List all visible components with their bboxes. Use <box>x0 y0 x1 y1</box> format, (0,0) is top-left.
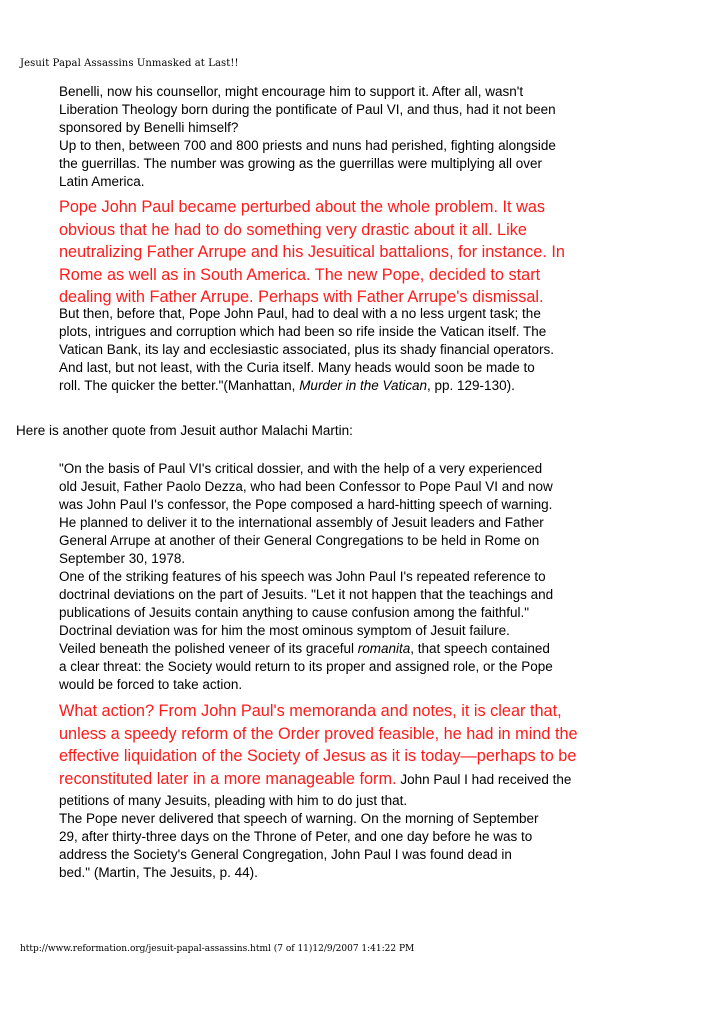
text-line: Up to then, between 700 and 800 priests and nuns had perished, fighting alongside <box>59 138 556 153</box>
text-line: "On the basis of Paul VI's critical dossier, and with the help of a very experienced <box>59 461 543 476</box>
highlight-line: dealing with Father Arrupe. Perhaps with Father Arrupe's dismissal. <box>59 288 544 306</box>
page-header-title: Jesuit Papal Assassins Unmasked at Last!! <box>20 58 239 69</box>
text-line <box>59 377 554 395</box>
veiled-text: Veiled beneath the polished veneer of its graceful <box>59 641 358 656</box>
text-line: 29, after thirty-three days on the Throne of Peter, and one day before he was to <box>59 829 533 844</box>
veiled-text-end: , that speech contained <box>410 641 550 656</box>
text-line: Benelli, now his counsellor, might encourage him to support it. After all, wasn't <box>59 84 524 99</box>
text-line: address the Society's General Congregation, John Paul I was found dead in <box>59 847 512 862</box>
text-line: But then, before that, Pope John Paul, had to deal with a no less urgent task; the <box>59 306 541 321</box>
petitions-start: John Paul I had received the <box>396 771 572 787</box>
text-line: He planned to deliver it to the international assembly of Jesuit leaders and Father <box>59 515 544 530</box>
text-line: publications of Jesuits contain anything to cause confusion among the faithful." <box>59 605 530 620</box>
romanita-italic: romanita <box>357 641 411 656</box>
paragraph-death <box>59 792 539 882</box>
citation-text: roll. The quicker the better."(Manhattan, <box>59 378 300 393</box>
paragraph-vatican-bank <box>59 305 554 395</box>
text-line: Liberation Theology born during the pontificate of Paul VI, and thus, had it not been <box>59 102 556 117</box>
text-line: One of the striking features of his speech was John Paul I's repeated reference to <box>59 569 546 584</box>
highlight-end: reconstituted later in a more manageable form. <box>59 769 397 788</box>
text-line: plots, intrigues and corruption which had been so rife inside the Vatican itself. The <box>59 324 547 339</box>
highlight-line: unless a speedy reform of the Order proved feasible, he had in mind the <box>59 724 578 743</box>
highlight-line: neutralizing Father Arrupe and his Jesuitical battalions, for instance. In <box>59 243 565 261</box>
text-line: Doctrinal deviation was for him the most ominous symptom of Jesuit failure. <box>59 623 510 638</box>
book-title-murder-in-the-vatican: Murder in the Vatican <box>299 378 428 393</box>
highlighted-paragraph-what-action <box>59 700 578 791</box>
page-footer-url: http://www.reformation.org/jesuit-papal-assassins.html (7 of 11)12/9/2007 1:41:22 PM <box>20 944 415 954</box>
text-line: a clear threat: the Society would return to its proper and assigned role, or the Pope <box>59 659 553 674</box>
text-line: General Arrupe at another of their General Congregations to be held in Rome on <box>59 533 540 548</box>
highlight-line: effective liquidation of the Society of Jesus as it is today—perhaps to be <box>59 747 577 765</box>
intro-malachi-martin <box>16 422 353 440</box>
text-line: September 30, 1978. <box>59 551 186 566</box>
citation-pages: , pp. 129-130). <box>427 378 515 393</box>
text-line: old Jesuit, Father Paolo Dezza, who had been Confessor to Pope Paul VI and now <box>59 479 553 494</box>
highlight-line: obvious that he had to do something very drastic about it all. Like <box>59 220 527 239</box>
quote-martin <box>59 460 553 694</box>
text-line: The Pope never delivered that speech of warning. On the morning of September <box>59 811 539 826</box>
text-line: sponsored by Benelli himself? <box>59 120 239 135</box>
text-line: would be forced to take action. <box>59 677 243 692</box>
highlight-line <box>59 768 578 792</box>
text-line: bed." (Martin, The Jesuits, p. 44). <box>59 865 258 880</box>
intro-text: Here is another quote from Jesuit author Malachi Martin: <box>16 423 353 438</box>
text-line <box>59 640 553 658</box>
text-line: was John Paul I's confessor, the Pope composed a hard-hitting speech of warning. <box>59 497 553 512</box>
highlight-line: Rome as well as in South America. The new Pope, decided to start <box>59 265 541 284</box>
text-line: Latin America. <box>59 174 145 189</box>
highlight-line: What action? From John Paul's memoranda and notes, it is clear that, <box>59 702 562 720</box>
text-line: the guerrillas. The number was growing as the guerrillas were multiplying all over <box>59 156 542 171</box>
highlighted-paragraph-perturbed <box>59 196 565 309</box>
text-line: And last, but not least, with the Curia itself. Many heads would soon be made to <box>59 360 535 375</box>
highlight-line: Pope John Paul became perturbed about the whole problem. It was <box>59 198 546 216</box>
text-line: doctrinal deviations on the part of Jesuits. "Let it not happen that the teachings and <box>59 587 554 602</box>
text-line: petitions of many Jesuits, pleading with him to do just that. <box>59 793 408 808</box>
text-line: Vatican Bank, its lay and ecclesiastic associated, plus its shady financial operators. <box>59 342 555 357</box>
paragraph-benelli <box>59 83 556 191</box>
